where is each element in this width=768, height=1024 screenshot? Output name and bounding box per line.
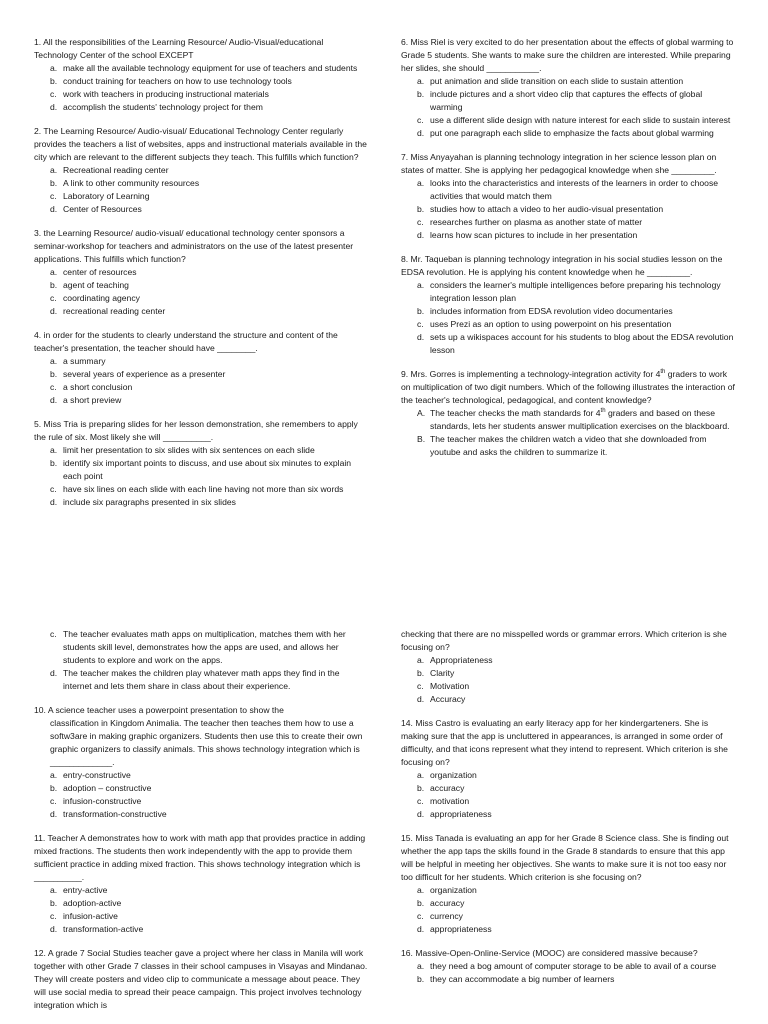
option-c: c. Motivation xyxy=(417,681,470,691)
option-a: a. they need a bog amount of computer storage to be able to avail of a course xyxy=(417,961,717,971)
option-b: B. The teacher makes the children watch a video that she downloaded from youtube and asks the children to summarize it. xyxy=(417,434,707,457)
option-b: b. agent of teaching xyxy=(50,280,129,290)
question-stem: checking that there are no misspelled words or grammar errors. Which criterion is she focusing on? xyxy=(401,629,727,652)
page1-left-column xyxy=(34,36,368,519)
option-a: a. put animation and slide transition on each slide to sustain attention xyxy=(417,76,684,86)
question-stem: 8. Mr. Taqueban is planning technology integration in his social studies lesson on the EDSA revolution. He is applying his content knowledge when he _________. xyxy=(401,254,723,277)
question-9-continued xyxy=(34,628,368,693)
option-c: c. motivation xyxy=(417,796,470,806)
option-c: c. infusion-active xyxy=(50,911,118,921)
question-8 xyxy=(401,253,735,357)
question-stem: 15. Miss Tanada is evaluating an app for her Grade 8 Science class. She is finding out whether the app taps the skills found in the Grade 8 standards to ensure that this app will be helpful in meeting her objectives. She wants to make sure it is not too easy nor too difficult for her students. Which criterion is she focusing on? xyxy=(401,833,729,882)
option-c: c. have six lines on each slide with each line having not more than six words xyxy=(50,484,344,494)
option-b: b. conduct training for teachers on how to use technology tools xyxy=(50,76,292,86)
option-d: d. appropriateness xyxy=(417,809,492,819)
question-5 xyxy=(34,418,368,509)
option-d: d. recreational reading center xyxy=(50,306,166,316)
question-11 xyxy=(34,832,368,936)
option-a: a. Appropriateness xyxy=(417,655,493,665)
option-a: a. a summary xyxy=(50,356,106,366)
option-b: b. studies how to attach a video to her audio-visual presentation xyxy=(417,204,664,214)
option-c: c. researches further on plasma as another state of matter xyxy=(417,217,643,227)
option-d: d. appropriateness xyxy=(417,924,492,934)
question-stem: 4. in order for the students to clearly understand the structure and content of the teacher's presentation, the teacher should have ________. xyxy=(34,330,338,353)
question-12 xyxy=(34,947,368,1012)
question-stem: 9. Mrs. Gorres is implementing a technology-integration activity for 4th graders to work on multiplication of two digit numbers. Which of the following illustrates the interaction of the teacher's technological, pedagogical, and content knowledge? xyxy=(401,369,735,405)
option-c: c. a short conclusion xyxy=(50,382,133,392)
option-b: b. adoption-active xyxy=(50,898,122,908)
question-14 xyxy=(401,717,735,821)
page2-left-column xyxy=(34,628,368,1022)
option-d: d. sets up a wikispaces account for his students to blog about the EDSA revolution lesson xyxy=(417,332,734,355)
option-b: b. accuracy xyxy=(417,783,465,793)
option-a: a. center of resources xyxy=(50,267,137,277)
option-b: b. includes information from EDSA revolution video documentaries xyxy=(417,306,673,316)
option-a: a. considers the learner's multiple intelligences before preparing his technology integration lesson plan xyxy=(417,280,721,303)
question-1 xyxy=(34,36,368,114)
question-13-continued xyxy=(401,628,735,706)
option-c: c. infusion-constructive xyxy=(50,796,142,806)
question-stem: 1. All the responsibilities of the Learning Resource/ Audio-Visual/educational Technology Center of the school EXCEPT xyxy=(34,37,324,60)
question-stem: 11. Teacher A demonstrates how to work with math app that provides practice in adding mixed fractions. The students then work independently with the app to provide them sufficient practice in adding mixed fraction. This shows technology integration which is __________. xyxy=(34,833,366,882)
option-d: d. Accuracy xyxy=(417,694,466,704)
question-2 xyxy=(34,125,368,216)
option-d: d. include six paragraphs presented in six slides xyxy=(50,497,236,507)
question-6 xyxy=(401,36,735,140)
option-b: b. they can accommodate a big number of learners xyxy=(417,974,615,984)
question-stem: 12. A grade 7 Social Studies teacher gave a project where her class in Manila will work together with other Grade 7 classes in their school campuses in Visayas and Mindanao. They will create posters and video clip to communicate a message about peace. They will use social media to spread their peace campaign. This project involves technology integration which is xyxy=(34,948,368,1010)
page2-right-column xyxy=(401,628,735,996)
option-b: b. identify six important points to discuss, and use about six minutes to explain each point xyxy=(50,458,352,481)
page1-right-column xyxy=(401,36,735,469)
option-a: a. Recreational reading center xyxy=(50,165,169,175)
option-a: a. make all the available technology equipment for use of teachers and students xyxy=(50,63,358,73)
question-stem: 2. The Learning Resource/ Audio-visual/ Educational Technology Center regularly provides the teachers a list of websites, apps and instructional materials available in the city which are relevant to the different subjects they teach. This fulfills which function? xyxy=(34,126,367,162)
option-d: d. transformation-active xyxy=(50,924,144,934)
option-c: c. use a different slide design with nature interest for each slide to sustain interest xyxy=(417,115,731,125)
option-a: a. organization xyxy=(417,770,477,780)
question-stem: 6. Miss Riel is very excited to do her presentation about the effects of global warming to Grade 5 students. She wants to make sure the children are interested. While preparing her slides, she should ___________. xyxy=(401,37,734,73)
question-16 xyxy=(401,947,735,986)
option-c: c. coordinating agency xyxy=(50,293,140,303)
option-d: d. accomplish the students' technology project for them xyxy=(50,102,263,112)
option-a: a. organization xyxy=(417,885,477,895)
question-stem: 7. Miss Anyayahan is planning technology integration in her science lesson plan on states of matter. She is applying her pedagogical knowledge when she _________. xyxy=(401,152,717,175)
question-9 xyxy=(401,368,735,459)
question-stem: 5. Miss Tria is preparing slides for her lesson demonstration, she remembers to apply the rule of six. Most likely she will __________. xyxy=(34,419,358,442)
option-c: c. Laboratory of Learning xyxy=(50,191,150,201)
question-3 xyxy=(34,227,368,318)
option-b: b. several years of experience as a presenter xyxy=(50,369,226,379)
option-a: a. limit her presentation to six slides with six sentences on each slide xyxy=(50,445,315,455)
option-b: b. accuracy xyxy=(417,898,465,908)
option-d: d. learns how scan pictures to include in her presentation xyxy=(417,230,638,240)
option-c: c. uses Prezi as an option to using powerpoint on his presentation xyxy=(417,319,672,329)
option-a: a. entry-active xyxy=(50,885,108,895)
option-b: b. A link to other community resources xyxy=(50,178,200,188)
question-stem: 16. Massive-Open-Online-Service (MOOC) are considered massive because? xyxy=(401,948,698,958)
question-7 xyxy=(401,151,735,242)
question-stem: 14. Miss Castro is evaluating an early literacy app for her kindergarteners. She is making sure that the app is uncluttered in appearances, is arranged in some order of difficulty, and that icons represent what they intend to represent. Which criterion is she focusing on? xyxy=(401,718,728,767)
question-4 xyxy=(34,329,368,407)
option-d: d. a short preview xyxy=(50,395,122,405)
question-stem: 10. A science teacher uses a powerpoint presentation to show the xyxy=(34,705,284,715)
option-b: b. adoption – constructive xyxy=(50,783,152,793)
option-c: c. work with teachers in producing instructional materials xyxy=(50,89,269,99)
option-d: d. Center of Resources xyxy=(50,204,142,214)
option-d: d. put one paragraph each slide to emphasize the facts about global warming xyxy=(417,128,714,138)
option-d: d. transformation-constructive xyxy=(50,809,167,819)
option-b: b. Clarity xyxy=(417,668,455,678)
option-c: c. currency xyxy=(417,911,463,921)
option-b: b. include pictures and a short video clip that captures the effects of global warming xyxy=(417,89,703,112)
option-d: d. The teacher makes the children play whatever math apps they find in the internet and lets them share in class about their experience. xyxy=(50,668,340,691)
option-c: c. The teacher evaluates math apps on multiplication, matches them with her students skill level, demonstrates how the apps are used, and allows her students to explore and work on the apps. xyxy=(50,629,346,665)
question-10 xyxy=(34,704,368,821)
option-a: A. The teacher checks the math standards for 4th graders and based on these standards, lets her students answer multiplication exercises on the blackboard. xyxy=(417,408,730,431)
question-stem: 3. the Learning Resource/ audio-visual/ educational technology center sponsors a seminar-workshop for teachers and administrators on the use of the latest presenter applications. This fulfills which function? xyxy=(34,228,354,264)
question-15 xyxy=(401,832,735,936)
question-stem-continued: classification in Kingdom Animalia. The teacher then teaches them how to use a softw3are in making graphic organizers. Students then use this to create their own graphic organizers to classify animals. This shows technology integration which is _____________. xyxy=(50,718,363,767)
option-a: a. entry-constructive xyxy=(50,770,131,780)
option-a: a. looks into the characteristics and interests of the learners in order to choose activities that would match them xyxy=(417,178,719,201)
